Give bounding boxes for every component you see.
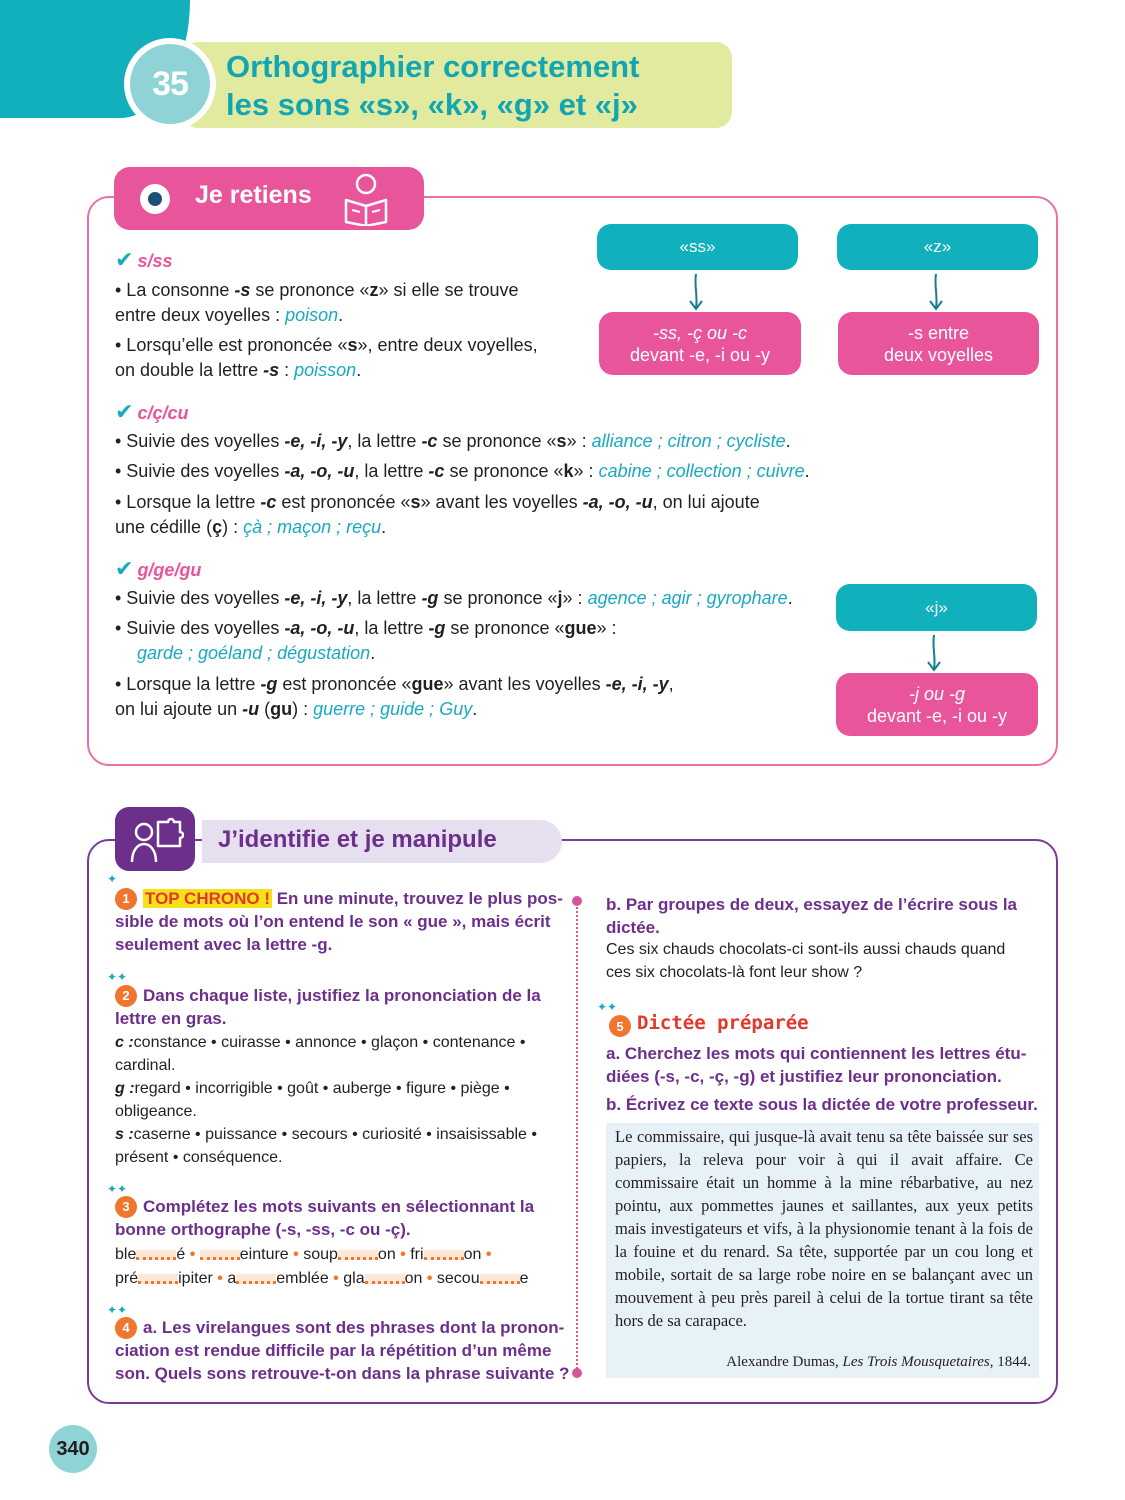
exercise-number: 5: [609, 1015, 631, 1037]
reading-person-icon: [340, 170, 392, 226]
dictee-source: Alexandre Dumas, Les Trois Mousquetaires, 1844.: [726, 1354, 1031, 1370]
rule-c-3: • Lorsque la lettre -c est prononcée «s» avant les voyelles -a, -o, -u, on lui ajoute une cédille (ç) : çà ; maçon ; reçu.: [115, 492, 760, 537]
chapter-number: 35: [130, 44, 210, 124]
rule-c-1: • Suivie des voyelles -e, -i, -y, la lettre -c se prononce «s» : alliance ; citron ; cycliste.: [115, 431, 791, 451]
box-ss-spelling: -ss, -ç ou -c devant -e, -i ou -y: [599, 312, 801, 375]
stars-icon: ✦✦: [107, 1303, 128, 1317]
exercise-2-list-c: c :constance • cuirasse • annonce • glaçon • contenance • cardinal.: [115, 1034, 526, 1074]
box-z-sound: «z»: [837, 224, 1038, 270]
divider-dot: [572, 1368, 582, 1378]
dictee-text: Le commissaire, qui jusque-là avait tenu sa tête baissée sur ses papiers, la releva pour voir à qui il avait affaire. Ce commissaire était un homme à la mine rébarbative, au nez pointu, aux pommettes jaunes et saillantes, aux yeux petits mais investigateurs et vifs, à la physionomie tenant à la fois de la fouine et du renard. Sa tête, supportée par un cou long et mobile, sortait de sa large robe noire en se balançant avec un mouvement à peu près pareil à celui de la tortue tirant sa tête hors de sa carapace.: [615, 1127, 1033, 1330]
puzzle-thinking-icon: [128, 814, 184, 866]
stars-icon: ✦✦: [107, 970, 128, 984]
retiens-label: Je retiens: [195, 181, 312, 209]
page-number: 340: [49, 1425, 97, 1473]
exercise-4-question-b: b. Par groupes de deux, essayez de l’écrire sous la dictée.: [606, 895, 1018, 937]
rule-g-3: • Lorsque la lettre -g est prononcée «gue» avant les voyelles -e, -i, -y, on lui ajoute un -u (gu) : guerre ; guide ; Guy.: [115, 674, 674, 719]
rule-g-1: • Suivie des voyelles -e, -i, -y, la lettre -g se prononce «j» : agence ; agir ; gyrophare.: [115, 588, 793, 608]
arrow-down-icon: [926, 272, 946, 312]
exercise-2-list-s: s :caserne • puissance • secours • curiosité • insaisissable • présent • conséquence.: [115, 1126, 537, 1166]
rule-c-2: • Suivie des voyelles -a, -o, -u, la lettre -c se prononce «k» : cabine ; collection ; cuivre.: [115, 461, 810, 481]
exercise-5-question-a: a. Cherchez les mots qui contiennent les lettres étu- diées (-s, -c, -ç, -g) et justifiez leur prononciation.: [606, 1044, 1027, 1086]
heading-c: ✔ c/ç/cu: [115, 399, 189, 424]
exercise-number: 1: [115, 888, 137, 910]
top-chrono-tag: TOP CHRONO !: [145, 889, 270, 908]
blank-input[interactable]: [200, 1250, 240, 1260]
box-ss-sound: «ss»: [597, 224, 798, 270]
check-icon: ✔: [115, 399, 134, 424]
column-divider: [576, 903, 578, 1373]
check-icon: ✔: [115, 247, 134, 272]
check-icon: ✔: [115, 556, 134, 581]
page-title: [226, 48, 639, 124]
box-z-spelling: -s entre deux voyelles: [838, 312, 1039, 375]
box-j-spelling: -j ou -g devant -e, -i ou -y: [836, 673, 1038, 736]
exercise-3-words-2: pré ipiter • a emblée • gla on • secou e: [115, 1270, 529, 1287]
exercise-1: 1 TOP CHRONO ! En une minute, trouvez le plus pos- sible de mots où l’on entend le son « gue », mais écrit seulement avec la lettre -g.: [115, 889, 563, 954]
blank-input[interactable]: [136, 1250, 176, 1260]
bullet-icon: [140, 184, 170, 214]
arrow-down-icon: [686, 272, 706, 312]
dictee-title: Dictée préparée: [637, 1012, 809, 1034]
blank-input[interactable]: [138, 1274, 178, 1284]
stars-icon: ✦: [107, 872, 118, 886]
exercise-number: 3: [115, 1196, 137, 1218]
stars-icon: ✦✦: [597, 1000, 618, 1014]
exercise-5-question-b: b. Écrivez ce texte sous la dictée de votre professeur.: [606, 1095, 1038, 1114]
blank-input[interactable]: [236, 1274, 276, 1284]
exercise-2-question: 2 Dans chaque liste, justifiez la prononciation de la lettre en gras.: [115, 986, 541, 1028]
title-line-2: les sons «s», «k», «g» et «j»: [226, 87, 638, 122]
exercise-3-question: 3 Complétez les mots suivants en sélectionnant la bonne orthographe (-s, -ss, -c ou -ç).: [115, 1197, 535, 1239]
heading-g: ✔ g/ge/gu: [115, 556, 202, 581]
exercise-3-words-1: ble é • einture • soup on • fri on •: [115, 1246, 492, 1263]
blank-input[interactable]: [424, 1250, 464, 1260]
divider-dot: [572, 896, 582, 906]
arrow-down-icon: [924, 633, 944, 673]
rule-g-2: • Suivie des voyelles -a, -o, -u, la lettre -g se prononce «gue» : garde ; goéland ; dégustation.: [115, 618, 617, 663]
exercise-2-list-g: g :regard • incorrigible • goût • auberge • figure • piège • obligeance.: [115, 1080, 510, 1120]
blank-input[interactable]: [365, 1274, 405, 1284]
identifie-label: J’identifie et je manipule: [218, 826, 497, 853]
rule-ss-1: • La consonne -s se prononce «z» si elle se trouve entre deux voyelles : poison.: [115, 280, 519, 325]
blank-input[interactable]: [480, 1274, 520, 1284]
exercise-4-question-a: 4 a. Les virelangues sont des phrases dont la pronon- ciation est rendue difficile par la répétition d’un même son. Quels sons retrouve-t-on dans la phrase suivante ?: [115, 1318, 570, 1383]
stars-icon: ✦✦: [107, 1182, 128, 1196]
virelangue-sentence: Ces six chauds chocolats-ci sont-ils aussi chauds quand ces six chocolats-là font leur show ?: [606, 941, 1006, 981]
box-j-sound: «j»: [836, 584, 1037, 631]
blank-input[interactable]: [338, 1250, 378, 1260]
rule-ss-2: • Lorsqu’elle est prononcée «s», entre deux voyelles, on double la lettre -s : poisson.: [115, 335, 538, 380]
exercise-number: 4: [115, 1317, 137, 1339]
heading-s-ss: ✔ s/ss: [115, 247, 173, 272]
title-line-1: Orthographier correctement: [226, 49, 640, 84]
exercise-number: 2: [115, 985, 137, 1007]
